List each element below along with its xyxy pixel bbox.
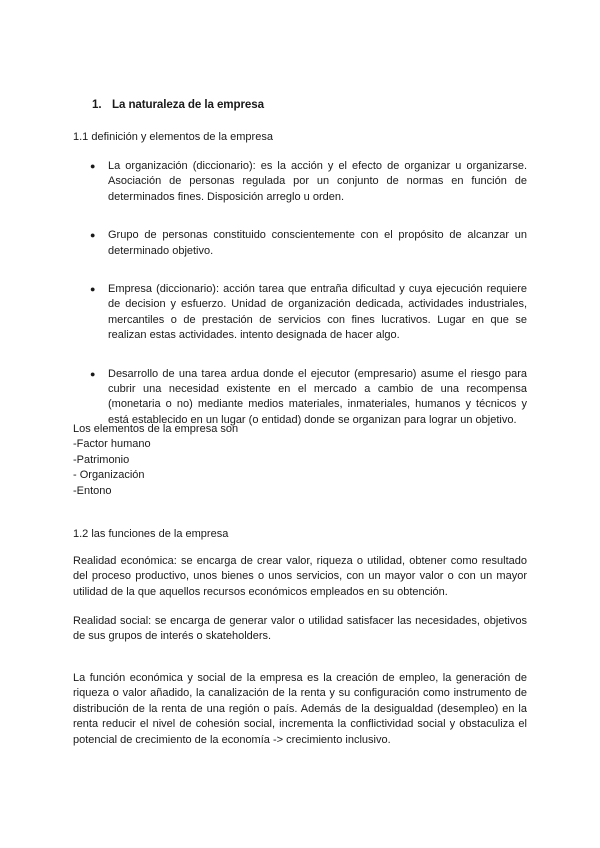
- bullet-dot-icon: ●: [90, 230, 96, 241]
- section-number: 1.: [92, 98, 102, 111]
- bullet-item: [90, 282, 527, 344]
- bullet-dot-icon: ●: [90, 284, 96, 295]
- section-title-text: La naturaleza de la empresa: [112, 98, 264, 111]
- paragraph-social-reality: Realidad social: se encarga de generar valor o utilidad satisfacer las necesidades, objetivos de sus grupos de interés o skateholders.: [73, 615, 527, 643]
- bullet-item: [90, 367, 527, 429]
- subsection-heading-1-1: 1.1 definición y elementos de la empresa: [73, 131, 273, 143]
- subsection-heading-1-2: 1.2 las funciones de la empresa: [73, 528, 229, 540]
- bullet-text: Empresa (diccionario): acción tarea que entraña dificultad y cuya ejecución requiere de decision y esfuerzo. Unidad de organización dedicada, actividades industriales, mercantiles o de prestación de servicios con fines lucrativos. Lugar en que se realizan estas actividades. intento designada de hacer algo.: [108, 283, 527, 342]
- bullet-item: [90, 159, 527, 205]
- bullet-text: Desarrollo de una tarea ardua donde el ejecutor (empresario) asume el riesgo para cubrir una necesidad existente en el mercado a cambio de una recompensa (monetaria o no) mediante medios materiales, inmateriales, humanos y técnicos y está establecido en un lugar (o entidad) donde se organizan para lograr un objetivo.: [108, 367, 527, 426]
- element-item: - Organización: [73, 469, 145, 482]
- bullet-text: La organización (diccionario): es la acción y el efecto de organizar u organizarse. Asociación de personas regulada por un conjunto de normas en función de determinados fines. Disposición arreglo u orden.: [108, 160, 527, 203]
- definition-bullet-list: [90, 159, 527, 451]
- element-item: -Patrimonio: [73, 453, 130, 466]
- element-item: -Entono: [73, 484, 112, 497]
- bullet-text: Grupo de personas constituido conscientemente con el propósito de alcanzar un determinado objetivo.: [108, 229, 527, 257]
- elements-intro: Los elementos de la empresa son: [73, 423, 239, 435]
- bullet-dot-icon: ●: [90, 368, 96, 379]
- bullet-item: [90, 228, 527, 259]
- bullet-dot-icon: ●: [90, 161, 96, 171]
- elements-list: [73, 422, 527, 499]
- paragraph-economic-social-function: La función económica y social de la empresa es la creación de empleo, la generación de riqueza o valor añadido, la canalización de la renta y su configuración como instrumento de distribución de la renta de una región o país. Además de la desigualdad (desempleo) en la renta reducir el nivel de cohesión social, incrementa la conflictividad social y obstaculiza el potencial de crecimiento de la economía -> crecimiento inclusivo.: [73, 672, 527, 746]
- section-title: [92, 98, 264, 111]
- element-item: -Factor humano: [73, 438, 151, 451]
- paragraph-economic-reality: Realidad económica: se encarga de crear valor, riqueza o utilidad, obtener como resultado del proceso productivo, unos bienes o unos servicios, con un mayor valor o con un mayor utilidad de la que aquellos recursos económicos empleados en su obtención.: [73, 555, 527, 598]
